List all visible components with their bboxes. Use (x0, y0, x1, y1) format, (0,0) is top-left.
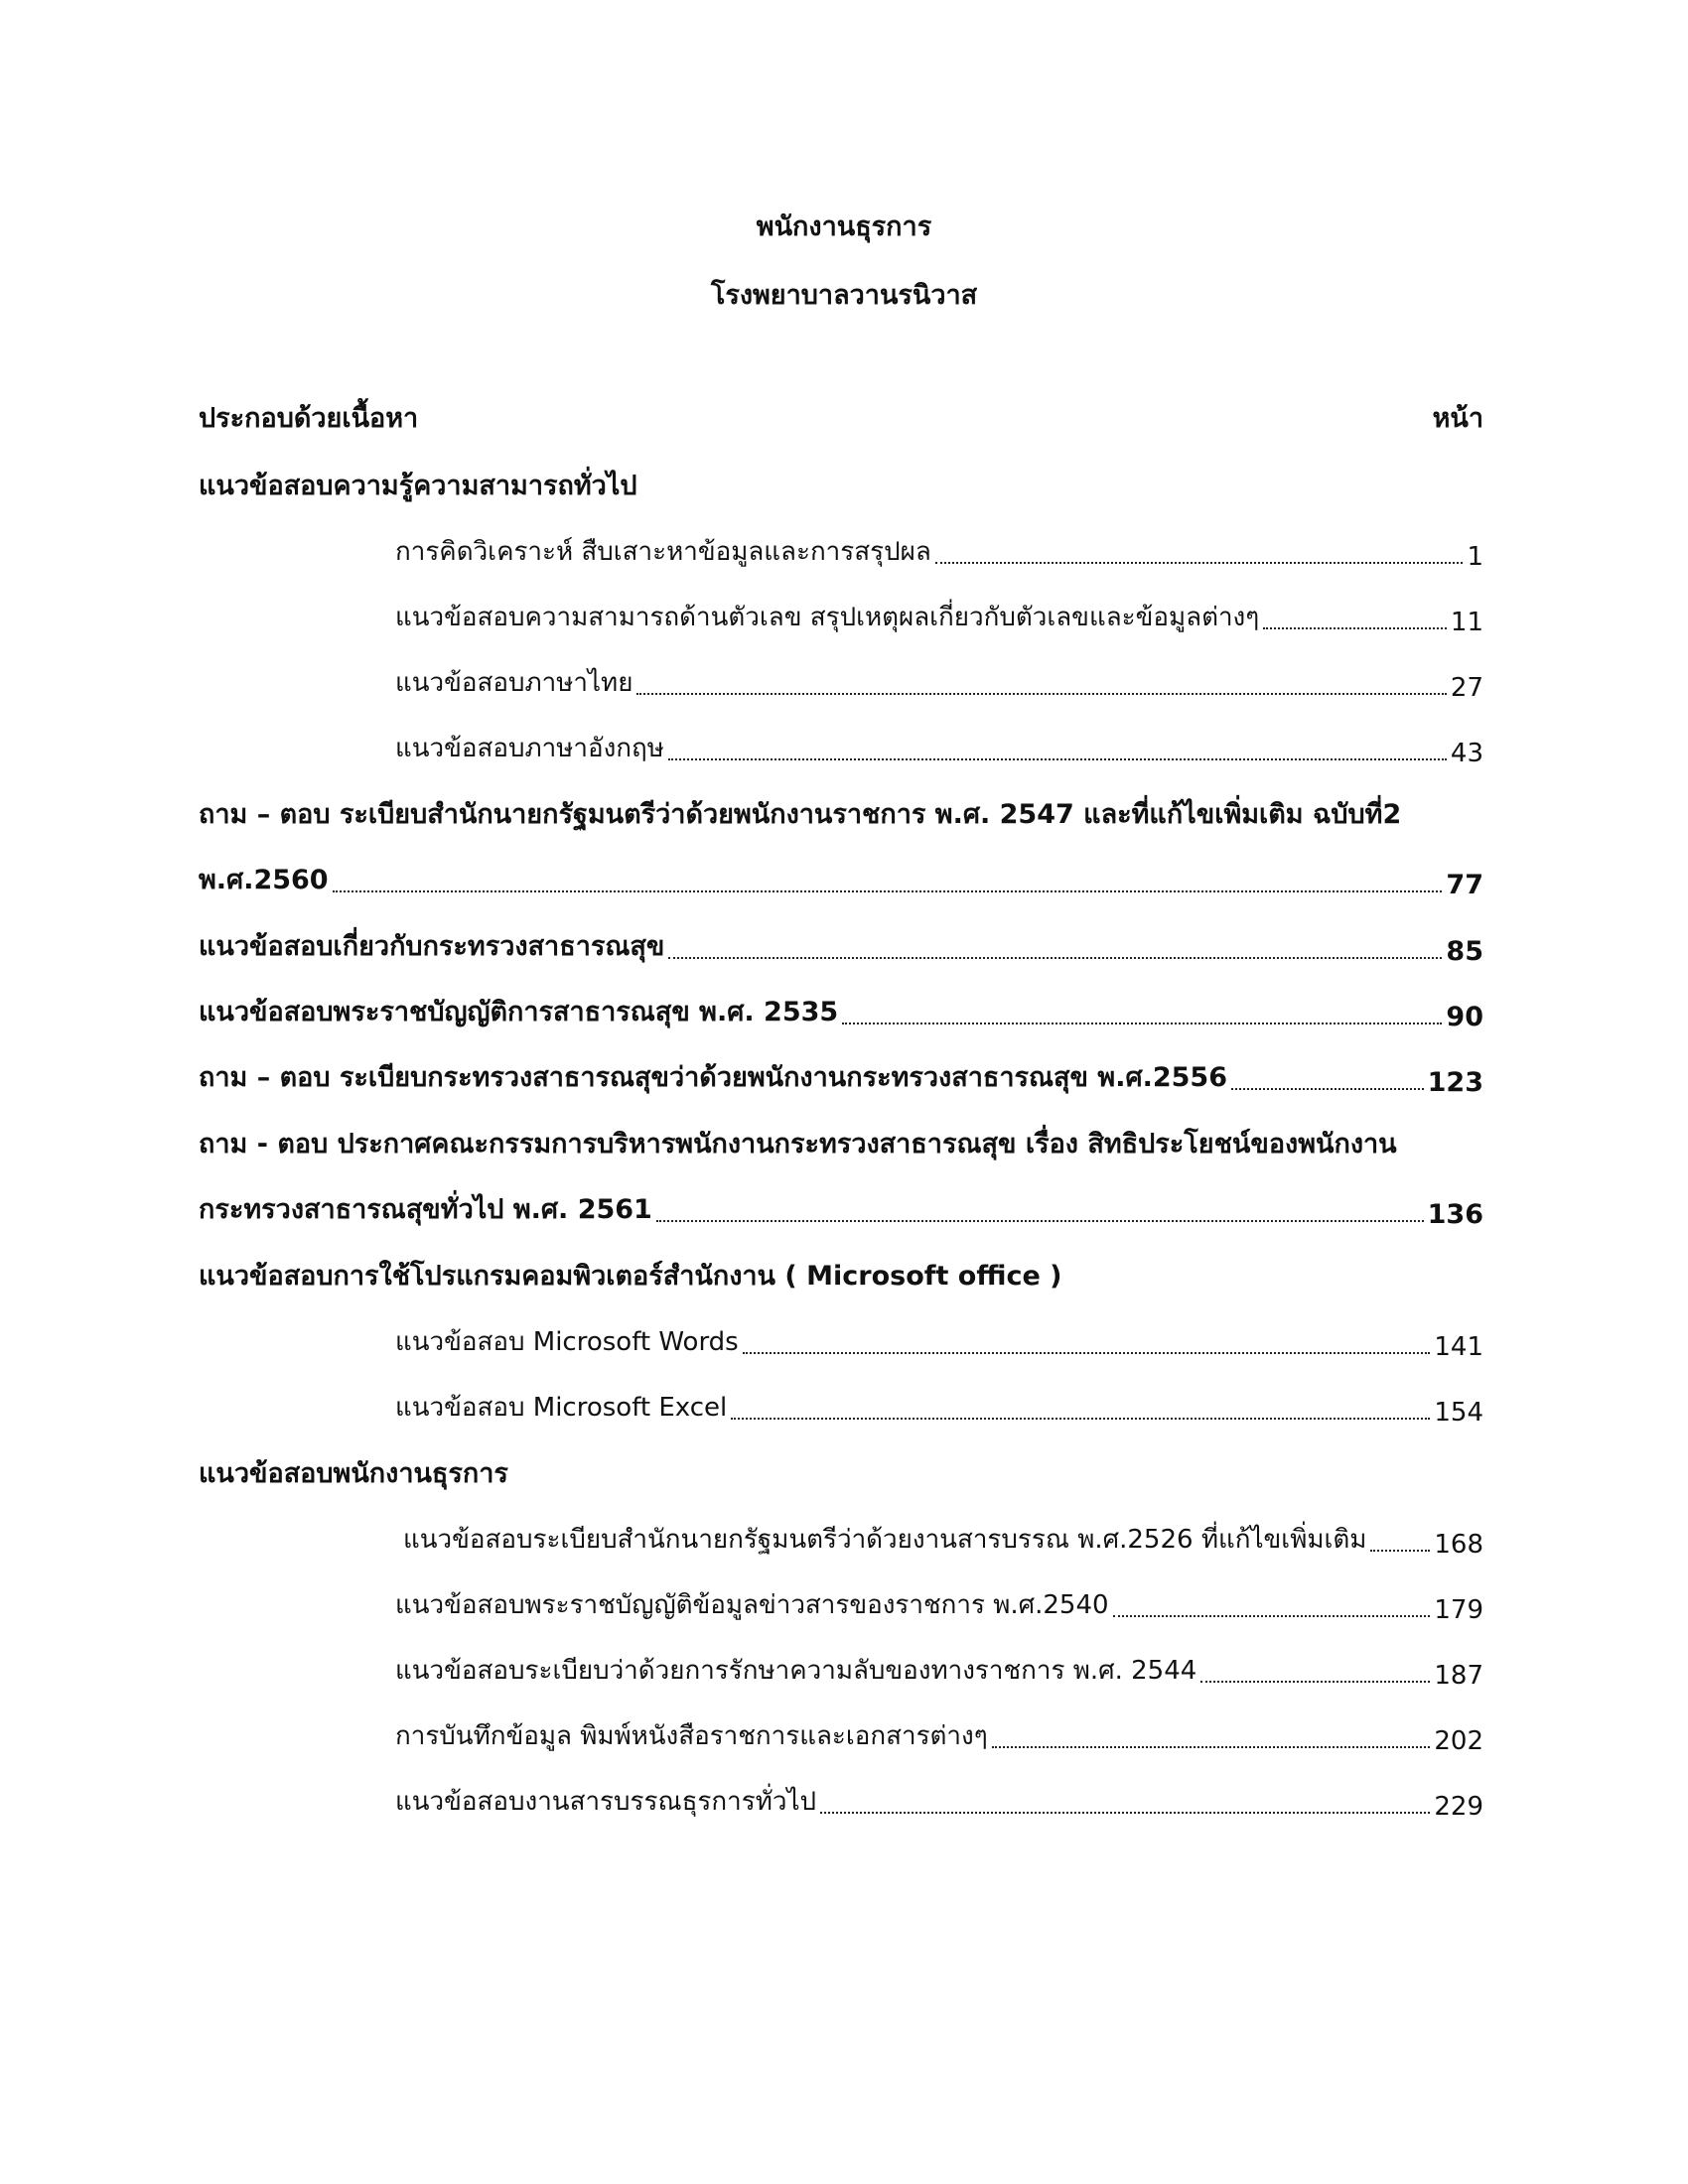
toc-entry (199, 1058, 1483, 1098)
toc-entry (395, 1322, 1483, 1362)
toc-entry-text: การคิดวิเคราะห์ สืบเสาะหาข้อมูลและการสรุปผล (395, 537, 931, 567)
toc-entry-page: 136 (1427, 1199, 1483, 1230)
document-subtitle: โรงพยาบาลวานรนิวาส (710, 280, 978, 311)
dot-leader (842, 1022, 1442, 1024)
dot-leader (1113, 1614, 1431, 1617)
toc-header (199, 399, 1483, 439)
toc-entry-page: 179 (1434, 1595, 1483, 1625)
toc-entry-page: 43 (1450, 739, 1483, 768)
toc-entry-text: กระทรวงสาธารณสุขทั่วไป พ.ศ. 2561 (199, 1194, 652, 1225)
toc-entry-page: 141 (1434, 1332, 1483, 1362)
dot-leader (743, 1351, 1431, 1354)
toc-entry (395, 729, 1483, 768)
dot-leader (1231, 1087, 1424, 1090)
dot-leader (668, 956, 1442, 959)
toc-entry-line (199, 795, 1483, 835)
toc-entry-text: แนวข้อสอบภาษาอังกฤษ (395, 734, 664, 763)
dot-leader (656, 1219, 1424, 1222)
toc-entry-text: แนวข้อสอบพระราชบัญญัติการสาธารณสุข พ.ศ. 2535 (199, 997, 839, 1027)
toc-entry-page: 90 (1446, 1002, 1483, 1032)
toc-entry-text: แนวข้อสอบ Microsoft Words (395, 1327, 739, 1357)
toc-entry (395, 663, 1483, 703)
toc-entry-text: แนวข้อสอบเกี่ยวกับกระทรวงสาธารณสุข (199, 931, 665, 962)
dot-leader (668, 757, 1447, 760)
toc-entry (403, 1520, 1483, 1560)
dot-leader (333, 889, 1443, 892)
dot-leader (1370, 1549, 1430, 1552)
toc-entry (199, 1190, 1483, 1230)
toc-section-heading (199, 1257, 1483, 1297)
dot-leader (1200, 1680, 1430, 1683)
toc-entry-page: 123 (1427, 1067, 1483, 1098)
toc-entry-page: 187 (1434, 1661, 1483, 1691)
toc-entry (395, 532, 1483, 572)
toc-section-heading (199, 1454, 1483, 1494)
toc-entry (395, 1585, 1483, 1625)
toc-entry-line (199, 1125, 1483, 1164)
toc-entry-text: แนวข้อสอบ Microsoft Excel (395, 1393, 728, 1423)
toc-entry-text: แนวข้อสอบความสามารถด้านตัวเลข สรุปเหตุผลเกี่ยวกับตัวเลขและข้อมูลต่างๆ (395, 603, 1260, 632)
toc-entry (395, 1782, 1483, 1822)
page-column-label: หน้า (1432, 403, 1483, 434)
dot-leader (992, 1745, 1431, 1748)
toc-entry-page: 85 (1446, 936, 1483, 967)
toc-entry (395, 1716, 1483, 1756)
toc-entry-page: 27 (1450, 673, 1483, 703)
toc-section-heading (199, 467, 1483, 506)
toc-entry-text: แนวข้อสอบภาษาไทย (395, 668, 633, 698)
section-heading-text: แนวข้อสอบความรู้ความสามารถทั่วไป (199, 471, 637, 501)
section-heading-text: แนวข้อสอบพนักงานธุรการ (199, 1458, 508, 1489)
toc-entry-text: ถาม – ตอบ ระเบียบสำนักนายกรัฐมนตรีว่าด้วยพนักงานราชการ พ.ศ. 2547 และที่แก้ไขเพิ่มเติม ฉบับที่2 (199, 799, 1402, 830)
toc-entry-page: 168 (1434, 1530, 1483, 1560)
toc-entry-text: แนวข้อสอบงานสารบรรณธุรการทั่วไป (395, 1787, 817, 1817)
toc-entry (395, 1388, 1483, 1428)
dot-leader (935, 561, 1464, 564)
toc-entry-text: ถาม - ตอบ ประกาศคณะกรรมการบริหารพนักงานกระทรวงสาธารณสุข เรื่อง สิทธิประโยชน์ของพนักงาน (199, 1129, 1397, 1160)
toc-entry-page: 11 (1450, 608, 1483, 637)
toc-entry (199, 861, 1483, 900)
toc-entry (395, 1651, 1483, 1691)
toc-entry-text: แนวข้อสอบพระราชบัญญัติข้อมูลข่าวสารของราชการ พ.ศ.2540 (395, 1590, 1109, 1620)
section-heading-text: แนวข้อสอบการใช้โปรแกรมคอมพิวเตอร์สำนักงาน ( Microsoft office ) (199, 1261, 1062, 1292)
toc-entry-page: 154 (1434, 1398, 1483, 1428)
document-title: พนักงานธุรการ (756, 211, 932, 242)
toc-entry-page: 229 (1434, 1792, 1483, 1822)
toc-entry-text: แนวข้อสอบระเบียบสำนักนายกรัฐมนตรีว่าด้วยงานสารบรรณ พ.ศ.2526 ที่แก้ไขเพิ่มเติม (403, 1525, 1367, 1555)
dot-leader (1263, 626, 1447, 629)
dot-leader (820, 1811, 1430, 1814)
dot-leader (731, 1417, 1430, 1420)
toc-entry (199, 993, 1483, 1032)
toc-entry (199, 927, 1483, 967)
toc-entry-text: ถาม – ตอบ ระเบียบกระทรวงสาธารณสุขว่าด้วยพนักงานกระทรวงสาธารณสุข พ.ศ.2556 (199, 1062, 1227, 1093)
toc-entry-text: พ.ศ.2560 (199, 865, 329, 895)
toc-entry-text: การบันทึกข้อมูล พิมพ์หนังสือราชการและเอกสารต่างๆ (395, 1721, 988, 1751)
toc-entry (395, 598, 1483, 637)
contents-label: ประกอบด้วยเนื้อหา (199, 403, 419, 434)
toc-entry-page: 1 (1467, 542, 1483, 572)
dot-leader (636, 692, 1446, 695)
toc-entry-page: 77 (1446, 870, 1483, 900)
toc-entry-text: แนวข้อสอบระเบียบว่าด้วยการรักษาความลับของทางราชการ พ.ศ. 2544 (395, 1656, 1197, 1686)
toc-entry-page: 202 (1434, 1726, 1483, 1756)
